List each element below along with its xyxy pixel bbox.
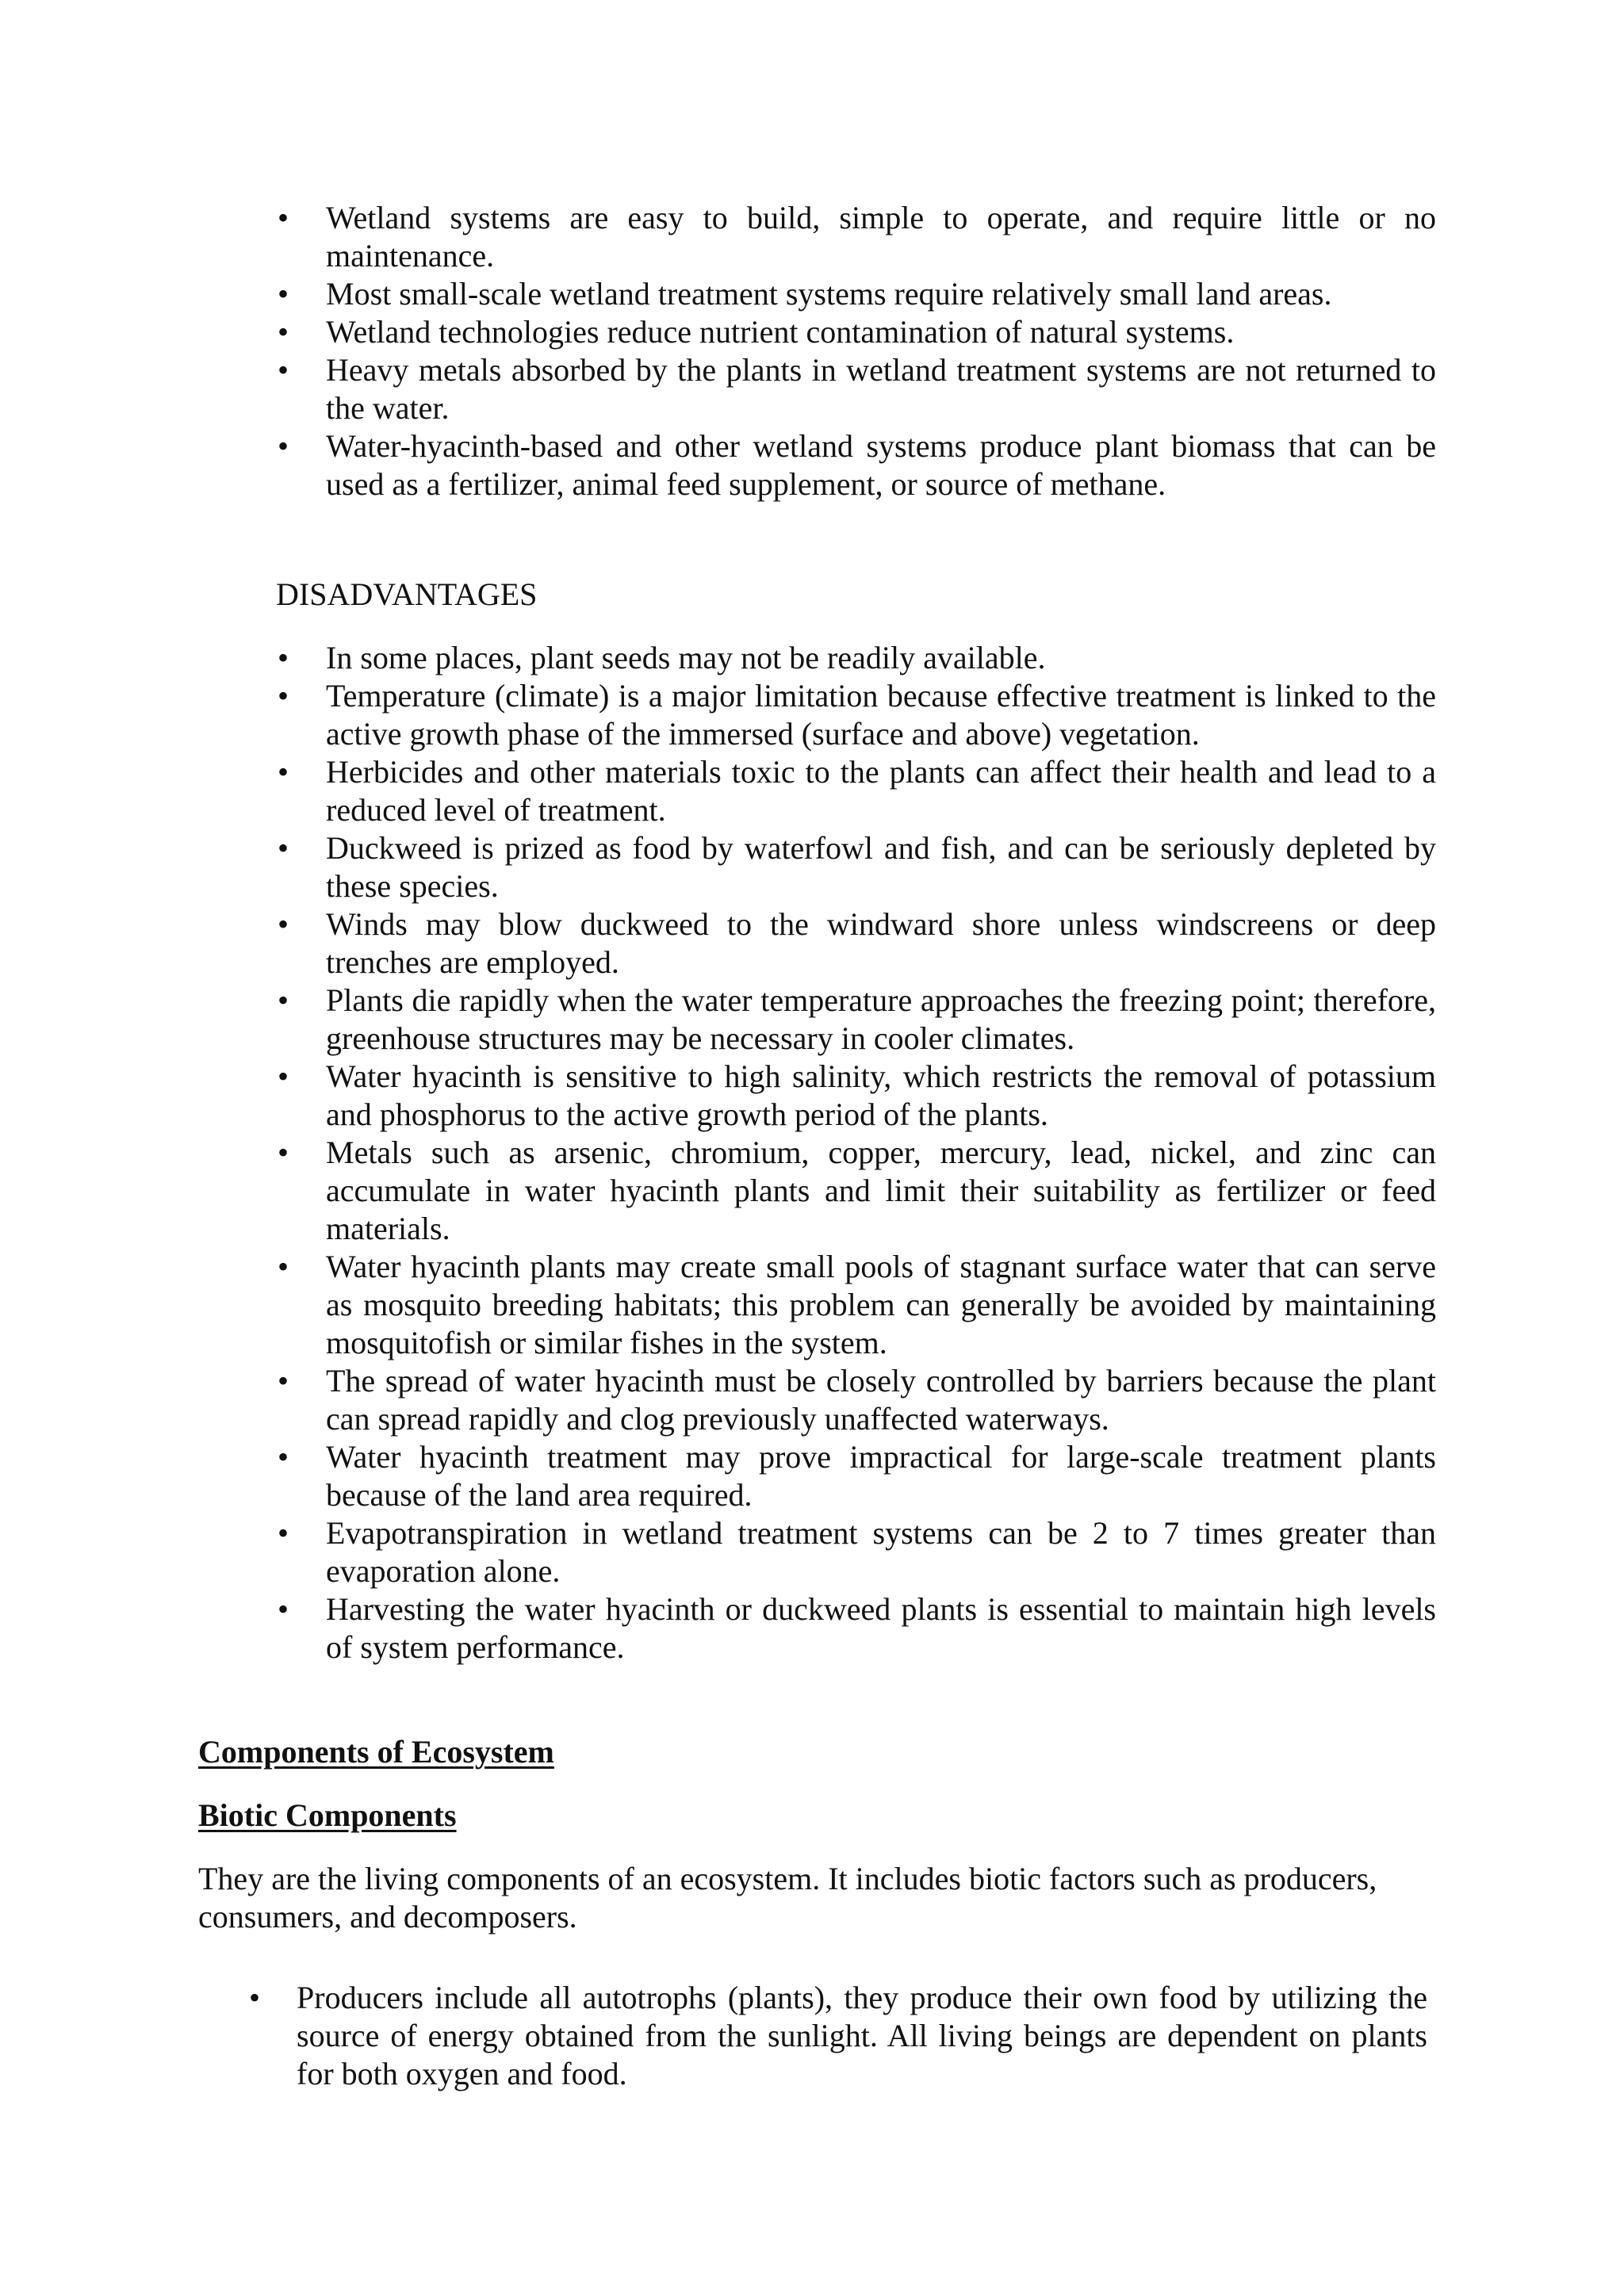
disadvantages-list — [326, 639, 1436, 1667]
list-item: • Wetland systems are easy to build, simple to operate, and require little or no maintenance. — [326, 199, 1436, 275]
list-item: • Wetland technologies reduce nutrient contamination of natural systems. — [326, 313, 1436, 351]
disadvantages-title: DISADVANTAGES — [276, 576, 538, 612]
list-item: • The spread of water hyacinth must be closely controlled by barriers because the plant can spread rapidly and clog previously unaffected waterways. — [326, 1362, 1436, 1438]
list-item: • Water hyacinth plants may create small pools of stagnant surface water that can serve as mosquito breeding habitats; this problem can generally be avoided by maintaining mosquitofish or similar fishes in the system. — [326, 1248, 1436, 1362]
list-item: • In some places, plant seeds may not be readily available. — [326, 639, 1436, 677]
list-item: • Heavy metals absorbed by the plants in wetland treatment systems are not returned to the water. — [326, 351, 1436, 427]
list-item: • Plants die rapidly when the water temperature approaches the freezing point; therefore, greenhouse structures may be necessary in cooler climates. — [326, 982, 1436, 1058]
list-item: • Temperature (climate) is a major limitation because effective treatment is linked to the active growth phase of the immersed (surface and above) vegetation. — [326, 677, 1436, 753]
list-item: • Producers include all autotrophs (plants), they produce their own food by utilizing the source of energy obtained from the sunlight. All living beings are dependent on plants for both oxygen and food. — [297, 1979, 1427, 2093]
list-item: • Winds may blow duckweed to the windward shore unless windscreens or deep trenches are employed. — [326, 905, 1436, 982]
biotic-list — [297, 1979, 1427, 2093]
list-item: • Evapotranspiration in wetland treatment systems can be 2 to 7 times greater than evaporation alone. — [326, 1514, 1436, 1590]
list-item: • Herbicides and other materials toxic to the plants can affect their health and lead to a reduced level of treatment. — [326, 753, 1436, 829]
list-item: • Metals such as arsenic, chromium, copper, mercury, lead, nickel, and zinc can accumulate in water hyacinth plants and limit their suitability as fertilizer or feed materials. — [326, 1134, 1436, 1248]
list-item: • Most small-scale wetland treatment systems require relatively small land areas. — [326, 275, 1436, 313]
biotic-intro-paragraph: They are the living components of an ecosystem. It includes biotic factors such as producers, consumers, and decomposers. — [198, 1861, 1377, 1934]
advantages-list — [326, 199, 1436, 503]
list-item: • Water hyacinth is sensitive to high salinity, which restricts the removal of potassium and phosphorus to the active growth period of the plants. — [326, 1058, 1436, 1134]
section-heading-biotic: Biotic Components — [198, 1797, 457, 1833]
list-item: • Harvesting the water hyacinth or duckweed plants is essential to maintain high levels of system performance. — [326, 1590, 1436, 1667]
list-item: • Water hyacinth treatment may prove impractical for large-scale treatment plants because of the land area required. — [326, 1438, 1436, 1514]
list-item: • Water-hyacinth-based and other wetland systems produce plant biomass that can be used as a fertilizer, animal feed supplement, or source of methane. — [326, 427, 1436, 503]
section-heading-components: Components of Ecosystem — [198, 1734, 554, 1770]
list-item: • Duckweed is prized as food by waterfowl and fish, and can be seriously depleted by these species. — [326, 829, 1436, 905]
